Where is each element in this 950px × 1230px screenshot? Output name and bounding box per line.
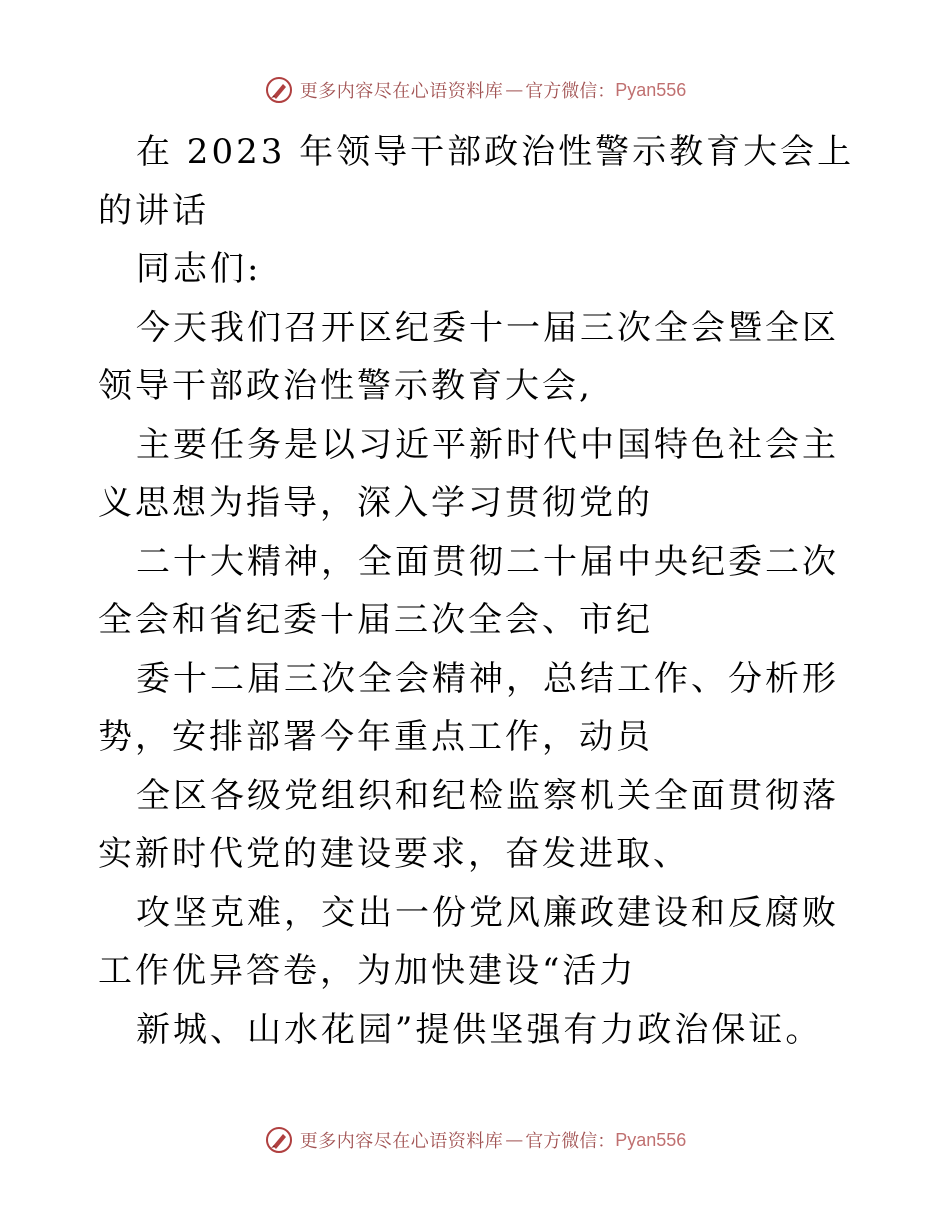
paragraph: 新城、山水花园”提供坚强有力政治保证。 xyxy=(136,1009,823,1050)
paragraph: 二十大精神，全面贯彻二十届中央纪委二次全会和省纪委十届三次全会、市纪 xyxy=(98,541,839,640)
paragraph: 今天我们召开区纪委十一届三次全会暨全区领导干部政治性警示教育大会, xyxy=(98,307,839,406)
watermark-wechat-id: Pyan556 xyxy=(615,79,687,100)
pen-nib-logo-icon xyxy=(264,75,294,105)
footer-watermark xyxy=(0,1120,950,1160)
paragraph: 主要任务是以习近平新时代中国特色社会主义思想为指导，深入学习贯彻党的 xyxy=(98,424,839,523)
watermark-site-text: 更多内容尽在心语资料库 xyxy=(299,81,504,102)
watermark-official-label: 官方微信： xyxy=(525,1131,616,1152)
paragraph: 攻坚克难，交出一份党风廉政建设和反腐败工作优异答卷，为加快建设“活力 xyxy=(98,892,839,991)
pen-nib-logo-icon xyxy=(264,1125,294,1155)
paragraph: 同志们: xyxy=(136,249,262,289)
paragraph: 全区各级党组织和纪检监察机关全面贯彻落实新时代党的建设要求，奋发进取、 xyxy=(98,775,839,874)
watermark-dash: — xyxy=(505,1129,524,1151)
watermark-dash: — xyxy=(505,79,524,101)
watermark-site-text: 更多内容尽在心语资料库 xyxy=(299,1131,504,1152)
document-body xyxy=(98,123,858,1059)
header-watermark xyxy=(0,70,950,110)
document-title: 在 2023 年领导干部政治性警示教育大会上的讲话 xyxy=(98,132,855,231)
paragraph: 委十二届三次全会精神，总结工作、分析形势，安排部署今年重点工作，动员 xyxy=(98,658,839,757)
watermark-official-label: 官方微信： xyxy=(525,81,616,102)
watermark-wechat-id: Pyan556 xyxy=(615,1129,687,1150)
